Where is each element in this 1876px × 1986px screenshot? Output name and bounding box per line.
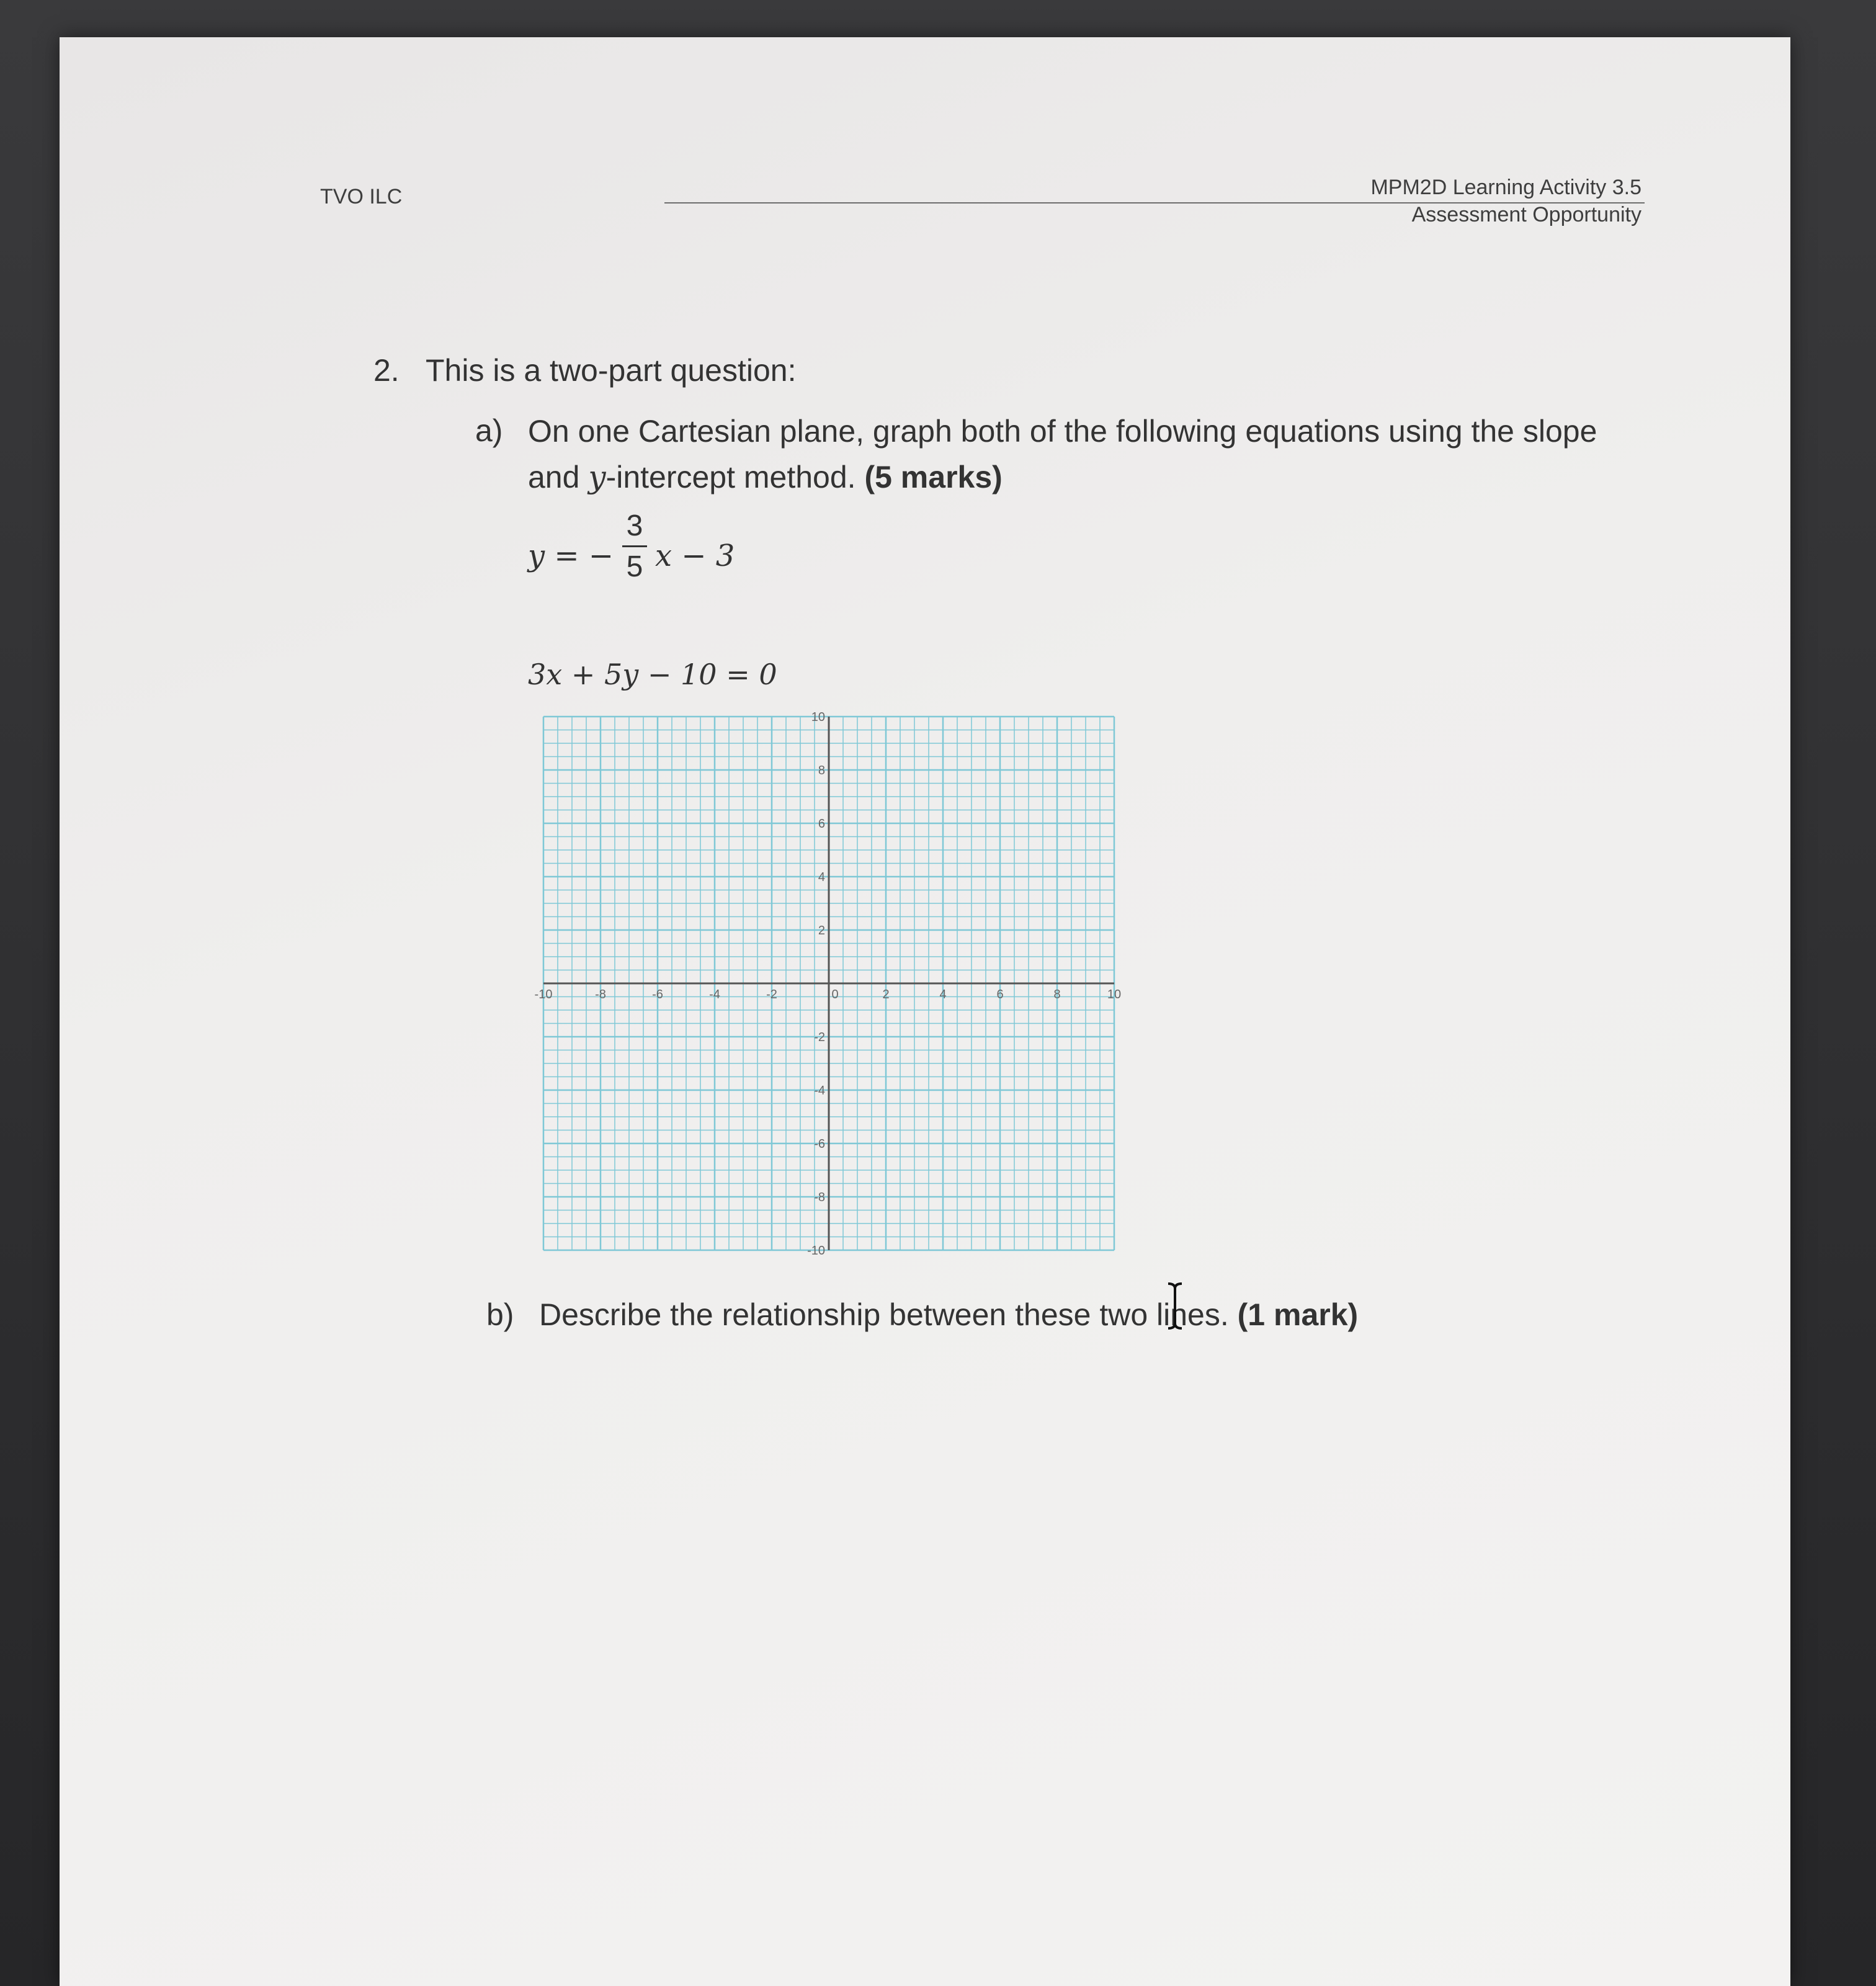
header-left: TVO ILC [320, 185, 403, 208]
x-tick-label: -6 [652, 988, 663, 1001]
x-tick-label: -10 [534, 988, 553, 1001]
x-tick-label: 10 [1107, 988, 1122, 1001]
y-tick-label: 4 [818, 870, 825, 884]
header-right [1170, 174, 1642, 228]
cartesian-grid [531, 710, 1127, 1269]
y-tick-label: -6 [814, 1137, 825, 1151]
part-a-text-1: On one Cartesian plane, graph both of the following equations using the slope and [528, 414, 1597, 494]
fraction-bar [622, 545, 647, 547]
part-a-letter: a) [475, 413, 503, 448]
equation-1-numerator: 3 [626, 509, 643, 542]
part-a-instructions [528, 408, 1632, 500]
x-tick-label: 4 [939, 988, 947, 1001]
text-cursor-icon [1166, 1281, 1184, 1331]
equation-2: 3x + 5y − 10 = 0 [528, 658, 777, 691]
x-tick-label: 0 [831, 988, 839, 1001]
y-tick-label: -10 [807, 1244, 825, 1258]
part-b-text: Describe the relationship between these two lines. [539, 1297, 1238, 1332]
equation-1-lhs: y = − [528, 539, 614, 573]
y-tick-label: 6 [818, 817, 825, 831]
y-tick-label: -2 [814, 1031, 825, 1044]
question-text: This is a two-part question: [426, 353, 797, 388]
y-tick-label: 10 [811, 710, 825, 724]
y-tick-label: 2 [818, 924, 825, 937]
y-tick-label: -8 [814, 1191, 825, 1204]
part-a-marks: (5 marks) [864, 460, 1003, 494]
part-b-marks: (1 mark) [1237, 1297, 1359, 1332]
part-b-instructions [539, 1297, 1358, 1333]
equation-1-rhs: x − 3 [655, 539, 735, 573]
y-tick-label: 8 [818, 764, 825, 777]
part-a-variable: y [588, 459, 606, 495]
y-tick-label: -4 [814, 1084, 825, 1098]
equation-1-denominator: 5 [626, 550, 643, 583]
x-tick-label: -2 [766, 988, 777, 1001]
part-b-letter: b) [486, 1297, 514, 1332]
question-number: 2. [373, 353, 400, 388]
x-tick-label: 2 [882, 988, 890, 1001]
header-subtitle: Assessment Opportunity [1411, 203, 1642, 226]
x-tick-label: -8 [595, 988, 606, 1001]
x-tick-label: 6 [996, 988, 1004, 1001]
x-tick-label: -4 [709, 988, 720, 1001]
header-activity: MPM2D Learning Activity 3.5 [1370, 176, 1642, 199]
x-tick-label: 8 [1053, 988, 1061, 1001]
document-page [60, 37, 1790, 1986]
equation-1-fraction [622, 509, 647, 584]
part-a-text-2: -intercept method. [605, 460, 865, 494]
